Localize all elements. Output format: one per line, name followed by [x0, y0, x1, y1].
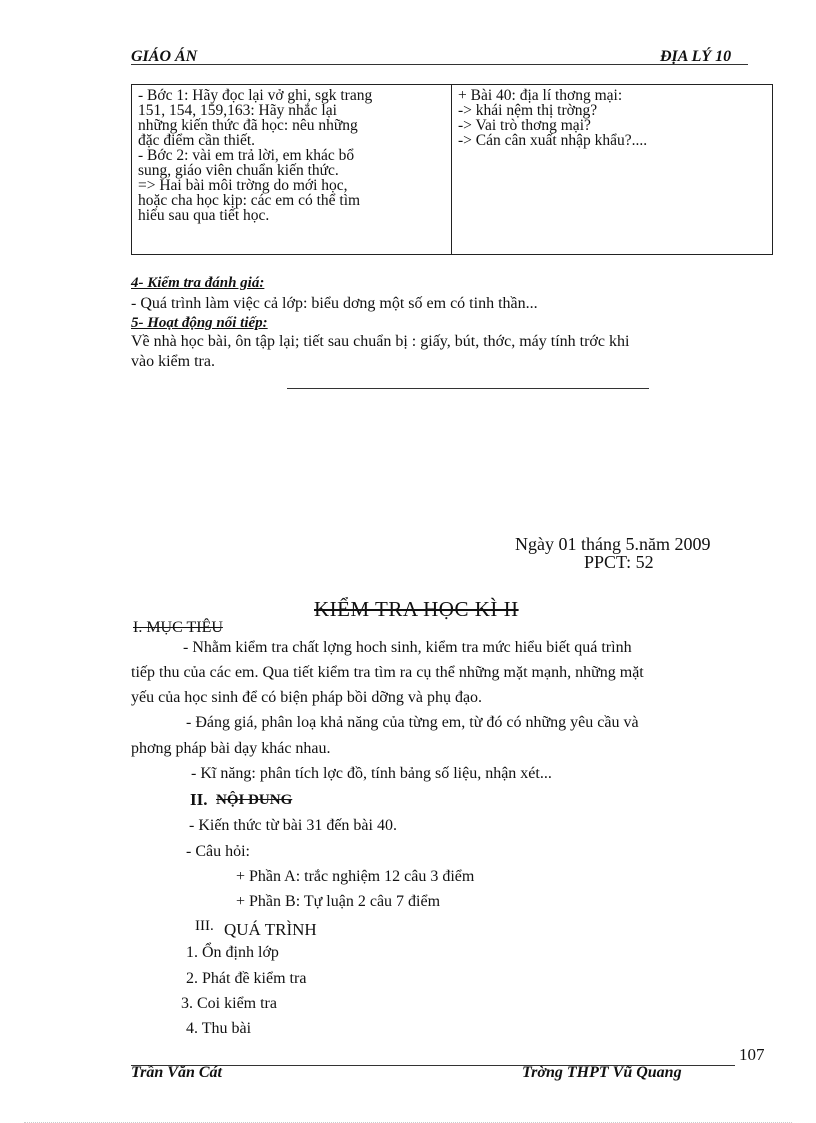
muc-tieu-line: - Đáng giá, phân loạ khả năng của từng em, từ đó có những yêu cầu và — [186, 714, 639, 731]
ppct-line: PPCT: 52 — [584, 552, 654, 572]
header-rule — [131, 64, 748, 65]
table-right-line: -> Vai trò thơng mại? — [458, 117, 591, 134]
muc-tieu-heading: I. MỤC TIÊU — [133, 619, 223, 636]
section4-heading: 4- Kiểm tra đánh giá: — [131, 275, 265, 291]
table-left-cell — [132, 85, 452, 255]
noi-dung-line: - Kiến thức từ bài 31 đến bài 40. — [189, 817, 397, 834]
table-left-line: đặc điểm cần thiết. — [138, 132, 256, 149]
noi-dung-line: + Phần A: trắc nghiệm 12 câu 3 điểm — [236, 868, 475, 885]
table-left-line: sung, giáo viên chuẩn kiến thức. — [138, 162, 339, 179]
qua-trinh-step: 4. Thu bài — [186, 1020, 252, 1037]
lesson-table — [131, 84, 773, 255]
table-right-cell — [452, 85, 773, 255]
section5-heading: 5- Hoạt động nối tiếp: — [131, 315, 268, 331]
table-left-line: 151, 154, 159,163: Hãy nhắc lại — [138, 102, 337, 119]
muc-tieu-line: - Nhằm kiểm tra chất lợng hoch sinh, kiểm tra mức hiểu biết quá trình — [183, 639, 632, 656]
muc-tieu-line: tiếp thu của các em. Qua tiết kiểm tra tìm ra cụ thể những mặt mạnh, những mặt — [131, 664, 644, 681]
table-left-line: hoặc cha học kịp: các em có thể tìm — [138, 192, 361, 209]
section4-text: - Quá trình làm việc cả lớp: biểu dơng một số em có tinh thần... — [131, 295, 538, 312]
section5-line2: vào kiểm tra. — [131, 353, 215, 370]
qua-trinh-number: III. — [195, 918, 214, 934]
table-right-line: + Bài 40: địa lí thơng mại: — [458, 87, 623, 104]
table-left-line: - Bớc 1: Hãy đọc lại vở ghi, sgk trang — [138, 87, 373, 104]
qua-trinh-step: 2. Phát đề kiểm tra — [186, 970, 307, 987]
page-number: 107 — [739, 1045, 765, 1064]
qua-trinh-step: 1. Ổn định lớp — [186, 944, 279, 961]
qua-trinh-step: 3. Coi kiểm tra — [181, 995, 277, 1012]
muc-tieu-line: yếu của học sinh để có biện pháp bồi dỡng và phụ đạo. — [131, 689, 483, 706]
table-right-line: -> Cán cân xuất nhập khẩu?.... — [458, 132, 648, 149]
table-left-line: => Hai bài môi trờng do mới học, — [138, 177, 348, 194]
footer-left: Trần Văn Cát — [131, 1064, 222, 1081]
page-title: KIỂM TRA HỌC KÌ II — [314, 597, 519, 621]
section-divider — [287, 388, 649, 389]
footer-right: Trờng THPT Vũ Quang — [522, 1064, 682, 1081]
header-right: ĐỊA LÝ 10 — [660, 48, 732, 65]
noi-dung-number: II. — [190, 790, 208, 809]
table-left-line: những kiến thức đã học: nêu những — [138, 117, 358, 134]
table-left-line: - Bớc 2: vài em trả lời, em khác bổ — [138, 147, 355, 164]
date-line: Ngày 01 tháng 5.năm 2009 — [515, 534, 711, 554]
noi-dung-line: - Câu hỏi: — [186, 843, 250, 860]
section5-line1: Về nhà học bài, ôn tập lại; tiết sau chuẩn bị : giấy, bút, thớc, máy tính trớc khi — [131, 333, 630, 350]
noi-dung-heading: NỘI DUNG — [216, 792, 293, 808]
noi-dung-line: + Phần B: Tự luận 2 câu 7 điểm — [236, 893, 441, 910]
muc-tieu-line: - Kĩ năng: phân tích lợc đồ, tính bảng số liệu, nhận xét... — [191, 765, 552, 782]
table-right-line: -> khái nệm thị trờng? — [458, 102, 598, 119]
qua-trinh-heading: QUÁ TRÌNH — [224, 920, 317, 939]
header-left: GIÁO ÁN — [131, 48, 198, 65]
table-left-line: hiểu sau qua tiết học. — [138, 207, 270, 224]
muc-tieu-line: phơng pháp bài dạy khác nhau. — [131, 740, 331, 757]
